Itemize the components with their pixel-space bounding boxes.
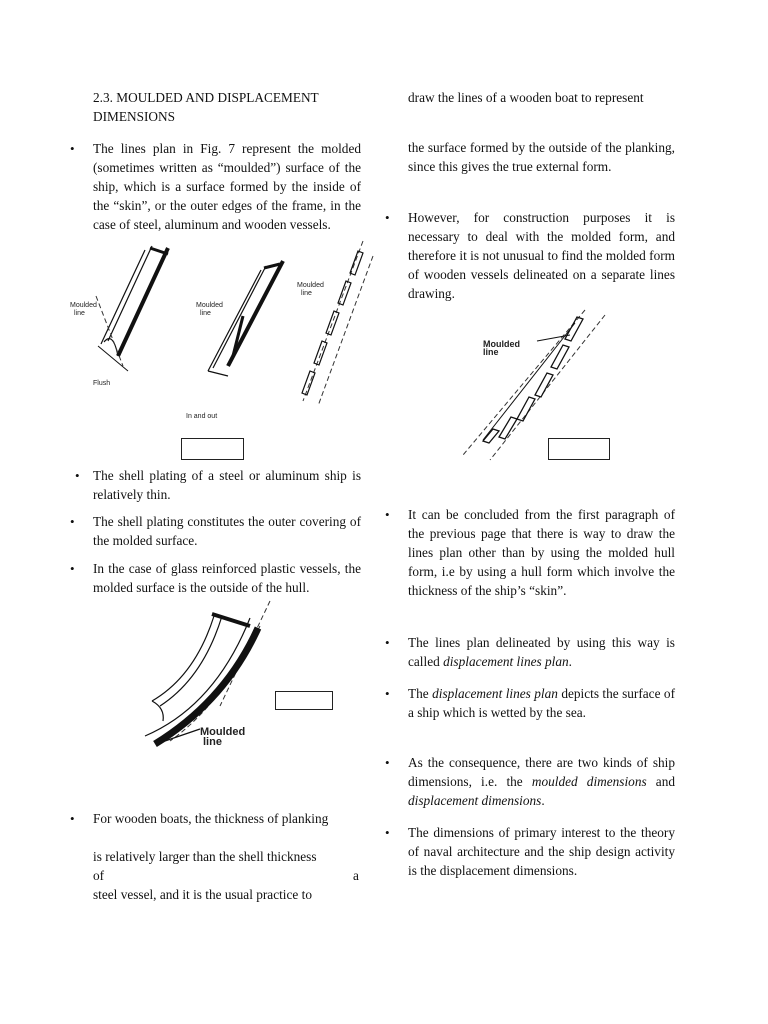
paragraph-wooden-boats-3b: a: [353, 868, 359, 883]
bullet-marker: •: [70, 141, 75, 156]
paragraph-lines-plan: The lines plan in Fig. 7 represent the molded (sometimes written as “moulded”) surface of the ship, which is a surface formed by the inside of the “skin”, or the outer edges of the frame, in the case of steel, aluminum and wooden vessels.: [93, 141, 361, 232]
paragraph-displacement-lines-plan: [408, 633, 675, 671]
paragraph-shell-plating-covering: The shell plating constitutes the outer covering of the molded surface.: [93, 514, 361, 548]
label-moulded-1: Moulded: [70, 302, 97, 309]
paragraph-grp-vessels: In the case of glass reinforced plastic vessels, the molded surface is the outside of the hull.: [93, 561, 361, 595]
paragraph-wooden-boats-2: is relatively larger than the shell thickness: [93, 849, 317, 864]
label-line-2: line: [200, 310, 211, 317]
figure-caption-box-1: [181, 438, 244, 460]
label-moulded-4: Moulded: [200, 726, 246, 738]
label-flush: Flush: [93, 380, 111, 387]
bullet-marker: •: [385, 755, 390, 770]
label-moulded-3: Moulded: [297, 282, 324, 289]
figure-caption-box-3: [548, 438, 610, 460]
paragraph-draw-lines-wooden: draw the lines of a wooden boat to represent: [408, 90, 644, 105]
label-in-and-out: In and out: [186, 413, 218, 420]
text-run: .: [541, 793, 545, 808]
text-run: The lines plan delineated by using this way is called: [408, 635, 675, 669]
emphasis-term: moulded dimensions: [531, 774, 647, 789]
figure-moulded-line-steel: [68, 236, 378, 426]
emphasis-term: displacement dimensions: [408, 793, 542, 808]
figure-moulded-line-grp: [110, 596, 285, 756]
paragraph-wooden-boats-3a: of: [93, 868, 105, 883]
bullet-marker: •: [385, 686, 390, 701]
label-line-5: line: [483, 347, 499, 357]
section-heading: 2.3. MOULDED AND DISPLACEMENT DIMENSIONS: [93, 90, 319, 124]
label-line-4: line: [203, 736, 222, 748]
label-line-3: line: [301, 290, 312, 297]
paragraph-concluded: It can be concluded from the first paragraph of the previous page that there is way to draw the lines plan other than by using the molded hull form, i.e by using a hull form which involve the thickness of the ship’s “skin”.: [408, 507, 675, 598]
paragraph-primary-interest: The dimensions of primary interest to the theory of naval architecture and the ship design activity is the displacement dimensions.: [408, 825, 675, 878]
figure-caption-box-2: [275, 691, 333, 710]
paragraph-wooden-boats-4: steel vessel, and it is the usual practice to: [93, 887, 312, 902]
text-run: As the consequence, there are two kinds of ship dimensions, i.e. the: [408, 755, 675, 789]
bullet-marker: •: [385, 210, 390, 225]
text-run: The: [408, 686, 433, 701]
text-run: .: [568, 654, 572, 669]
paragraph-wooden-boats-1: For wooden boats, the thickness of planking: [93, 811, 329, 826]
paragraph-construction-purposes: However, for construction purposes it is necessary to deal with the molded form, and therefore it is not unusual to find the molded form of wooden vessels delineated on a separate lines drawing.: [408, 210, 675, 301]
text-run: and: [646, 774, 675, 789]
bullet-marker: •: [70, 811, 75, 826]
label-moulded-2: Moulded: [196, 302, 223, 309]
bullet-marker: •: [70, 514, 75, 529]
paragraph-outside-planking: the surface formed by the outside of the planking, since this gives the true external form.: [408, 140, 675, 174]
paragraph-two-kinds: [408, 753, 675, 810]
bullet-marker: •: [75, 468, 80, 483]
label-line-1: line: [74, 310, 85, 317]
bullet-marker: •: [385, 507, 390, 522]
bullet-marker: •: [385, 635, 390, 650]
emphasis-term: displacement lines plan: [443, 654, 569, 669]
bullet-marker: •: [70, 561, 75, 576]
emphasis-term: displacement lines plan: [432, 686, 558, 701]
text-run: depicts the surface of a ship which is wetted by the sea.: [408, 686, 675, 720]
paragraph-shell-plating-thin: The shell plating of a steel or aluminum ship is relatively thin.: [93, 468, 361, 502]
paragraph-depicts-surface: [408, 684, 675, 722]
label-moulded-5: Moulded: [483, 339, 520, 349]
bullet-marker: •: [385, 825, 390, 840]
